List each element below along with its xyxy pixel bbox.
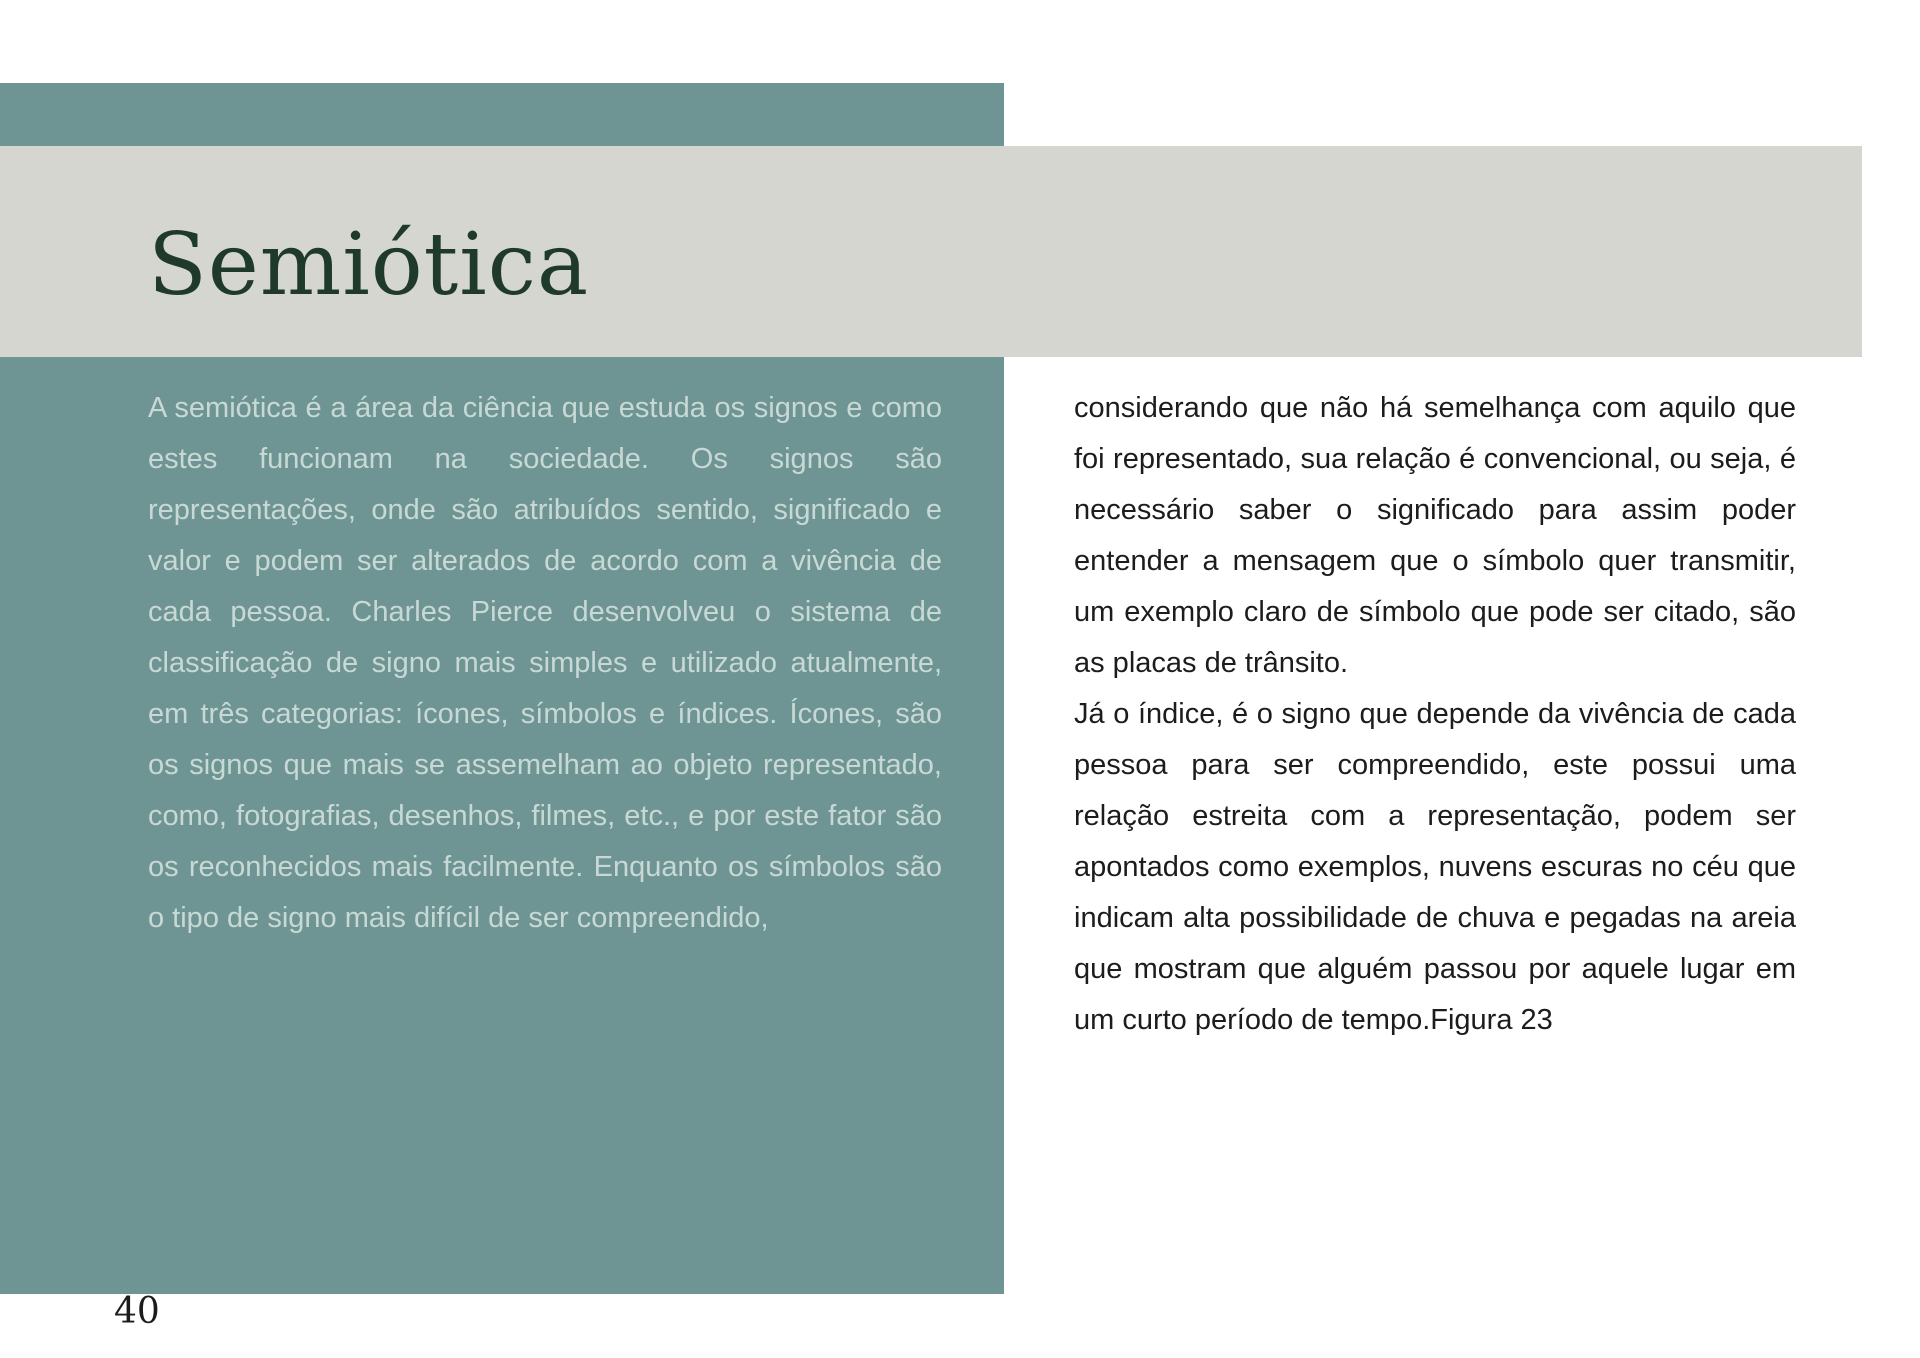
body-column-left: A semiótica é a área da ciência que estuda os signos e como estes funcionam na sociedade. Os signos são representações, onde são atribuídos sentido, significado e valor e podem ser alterados de acordo com a vivência de cada pessoa. Charles Pierce desenvolveu o sistema de classificação de signo mais simples e utilizado atualmente, em três categorias: ícones, símbolos e índices. Ícones, são os signos que mais se assemelham ao objeto representado, como, fotografias, desenhos, filmes, etc., e por este fator são os reconhecidos mais facilmente. Enquanto os símbolos são o tipo de signo mais difícil de ser compreendido, [148, 392, 942, 934]
page-title: Semiótica [148, 215, 590, 315]
body-column-right: considerando que não há semelhança com aquilo que foi representado, sua relação é convencional, ou seja, é necessário saber o significado para assim poder entender a mensagem que o símbolo quer transmitir, um exemplo claro de símbolo que pode ser citado, são as placas de trânsito. Já o índice, é o signo que depende da vivência de cada pessoa para ser compreendido, este possui uma relação estreita com a representação, podem ser apontados como exemplos, nuvens escuras no céu que indicam alta possibilidade de chuva e pegadas na areia que mostram que alguém passou por aquele lugar em um curto período de tempo.Figura 23 [1074, 392, 1796, 1036]
page-number: 40 [114, 1291, 160, 1332]
